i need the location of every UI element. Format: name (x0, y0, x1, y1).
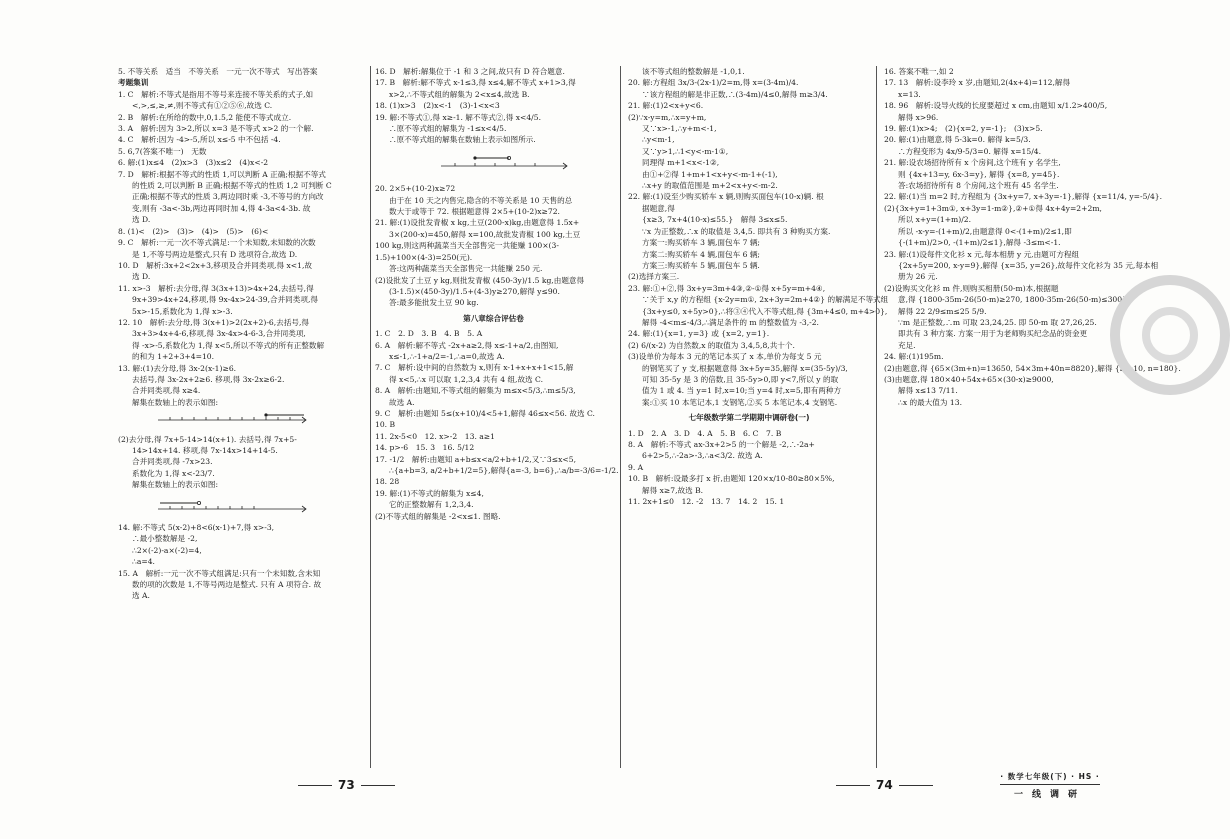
answer-line: 18. (1)x>3 (2)x<-1 (3)-1<x<3 (375, 101, 500, 111)
answer-line: 意,得 {1800-35m-26(50-m)≥270, 1800-35m-26(50-m)≤300}, (898, 295, 1130, 305)
answer-line: (3-1.5)×(450-3y)/1.5+(4-3)y≥270,解得 y≤90. (389, 286, 560, 296)
answer-line: 12. 10 解析:去分母,得 3(x+1)>2(2x+2)-6,去括号,得 (118, 317, 309, 327)
section-title: 第八章综合评估卷 (463, 313, 524, 323)
answer-line: 13. 解:(1)去分母,得 3x-2(x-1)≥6. (118, 363, 237, 373)
answer-line: 解得 x≥7,故选 B. (642, 485, 704, 495)
answer-line: 21. 解:(1)设批发青椒 x kg,土豆(200-x)kg,由题意得 1.5x+ (375, 218, 580, 228)
answer-line: 1. D 2. A 3. D 4. A 5. B 6. C 7. B (628, 428, 782, 438)
number-line-figure-3 (441, 150, 571, 176)
answer-line: {-(1+m)/2>0, -(1+m)/2≤1},解得 -3≤m<-1. (898, 238, 1061, 248)
answer-line: ∴y<m-1, (642, 135, 675, 145)
answer-line: (2)由题意,得 {65×(3m+n)=13650, 54×3m+40n=8820},解得 {m=10, n=180}. (884, 363, 1181, 373)
answer-line: (2)选择方案三. (628, 272, 680, 282)
answer-line: 2. B 解析:在所给的数中,0,1.5,2 能使不等式成立. (118, 112, 292, 122)
answer-line: 解得 -4<m≤-4/3,∴满足条件的 m 的整数值为 -3,-2. (642, 317, 819, 327)
answer-column-2 (375, 66, 619, 522)
answer-line: 则 {4x+13=y, 6x-3=y}, 解得 {x=8, y=45}. (898, 169, 1060, 179)
section-title: 七年级数学第二学期期中调研卷(一) (688, 413, 810, 423)
page-number-right: 74 (830, 778, 939, 792)
answer-line: 10. B (375, 420, 396, 430)
answer-line: 去括号,得 3x-2x+2≥6. 移项,得 3x-2x≥6-2. (132, 374, 285, 384)
answer-column-1 (118, 66, 366, 602)
answer-line: ∴原不等式组的解集在数轴上表示如图所示. (389, 135, 536, 145)
answer-line: 8. A 解析:由题知,不等式组的解集为 m≤x<5/3,∴m≤5/3, (375, 386, 576, 396)
answer-line: ∵m 是正整数,∴m 可取 23,24,25. 即 50-m 取 27,26,25. (898, 317, 1097, 327)
answer-line: 9. C 解析:由题知 5≤(x+10)/4<5+1,解得 46≤x<56. 故选 C. (375, 408, 595, 418)
answer-line: 8. A 解析:不等式 ax-3x+2>5 的一个解是 -2,∴-2a+ (628, 440, 815, 449)
answer-line: 23. 解:(1)设每件文化衫 x 元,每本相册 y 元,由题可方程组 (884, 249, 1080, 259)
answer-line: (2)不等式组的解集是 -2<x≤1. 图略. (375, 511, 501, 521)
answer-column-4 (884, 66, 1181, 408)
answer-line: ∴x 的最大值为 13. (898, 397, 962, 407)
answer-line: 11. x>-3 解析:去分母,得 3(3x+13)>4x+24,去括号,得 (118, 283, 314, 293)
answer-line: 1. C 解析:不等式是指用不等号来连接不等关系的式子,如 (118, 89, 314, 99)
answer-line: 3×(200-x)=450,解得 x=100,故批发青椒 100 kg,土豆 (389, 229, 581, 239)
answer-line: 20. 解:(1)由题意,得 5-3k=0. 解得 k=5/3. (884, 135, 1031, 145)
answer-line: 选 D. (132, 272, 151, 282)
answer-line: 是 1,不等号两边是整式,只有 D 选项符合,故选 D. (132, 249, 298, 259)
column-divider (370, 66, 371, 768)
answer-line: 16. D 解析:解集位于 -1 和 3 之间,故只有 D 符合题意. (375, 67, 565, 76)
seal-watermark (1110, 275, 1230, 395)
footer-brand-name: 一线调研 (1013, 790, 1086, 800)
answer-column-3 (628, 66, 889, 507)
answer-line: 答:最多能批发土豆 90 kg. (389, 298, 479, 308)
answer-line: 21. 解:(1)2<x+y<6. (628, 101, 704, 111)
answer-line: {3x+y≤0, x+5y>0},∴将③④代入不等式组,得 {3m+4≤0, m+4>0}, (642, 306, 888, 316)
answer-line: 3. A 解析:因为 3>2,所以 x=3 是不等式 x>2 的一个解. (118, 124, 314, 134)
answer-line: 14>14x+14. 移项,得 7x-14x>14+14-5. (132, 446, 278, 455)
answer-line: 6+2>5,∴-2a>-3,∴a<3/2. 故选 A. (642, 451, 763, 461)
answer-line: 数大于或等于 72. 根据题意得 2×5+(10-2)x≥72. (389, 207, 560, 217)
answer-line: {x≥3, 7x+4(10-x)≤55.} 解得 3≤x≤5. (642, 215, 788, 225)
answer-line: 6. 解:(1)x≤4 (2)x>3 (3)x≤2 (4)x<-2 (118, 158, 269, 168)
answer-line: 选 A. (132, 591, 150, 601)
answer-line: 得 x<5,∴x 可以取 1,2,3,4 共有 4 组,故选 C. (389, 374, 544, 384)
answer-line: 方案三:购买轿车 5 辆,面包车 5 辆. (642, 260, 760, 270)
answer-line: 变,则有 -3a<-3b,两边再同时加 4,得 4-3a<4-3b. 故 (132, 203, 311, 213)
answer-line: 册为 26 元. (898, 272, 938, 282)
answer-line: 9. A (628, 462, 644, 472)
answer-line: 4. C 解析:因为 -4>-5,所以 x≤-5 中不包括 -4. (118, 135, 281, 145)
answer-line: 所以 x+y=(1+m)/2. (898, 215, 972, 225)
answer-line: 解得 x>96. (898, 112, 939, 122)
answer-line: 方案一:购买轿车 3 辆,面包车 7 辆; (642, 238, 760, 248)
answer-line: 解集在数轴上的表示如图: (132, 480, 219, 490)
answer-line: 19. 解:不等式①,得 x≥-1. 解不等式②,得 x<4/5. (375, 112, 541, 122)
page-number-left: 73 (292, 778, 401, 792)
answer-line: (2){3x+y=1+3m①, x+3y=1-m②},②+①得 4x+4y=2+2m, (884, 203, 1102, 213)
answer-line: <,>,≤,≥,≠,则不等式有①②⑤⑥,故选 C. (132, 101, 273, 111)
answer-line: x≤-1,∴-1+a/2=-1,∴a=0,故选 A. (389, 351, 505, 361)
answer-line: (3)由题意,得 180×40+54x+65×(30-x)≥9000, (884, 374, 1054, 384)
answer-line: ∵关于 x,y 的方程组 {x-2y=m①, 2x+3y=2m+4②} 的解满足不等式组 (642, 295, 889, 305)
answer-line: 得 -x>-5,系数化为 1,得 x<5,所以不等式的所有正整数解 (132, 340, 325, 350)
answer-line: {2x+5y=200, x-y=9},解得 {x=35, y=26},故每件文化衫为 35 元,每本相 (898, 260, 1159, 270)
answer-line: 14. 解:不等式 5(x-2)+8<6(x-1)+7,得 x>-3, (118, 523, 275, 533)
answer-line: 1. C 2. D 3. B 4. B 5. A (375, 329, 483, 339)
answer-line: 由①+②得 1+m+1<x+y<-m-1+(-1), (642, 169, 778, 179)
answer-line: 10. B 解析:设最多打 x 折,由题知 120×x/10-80≥80×5%, (628, 474, 835, 484)
answer-line: 17. 13 解析:设李玲 x 岁,由题知,2(4x+4)=112,解得 (884, 78, 1071, 88)
answer-line: ∴最小整数解是 -2, (132, 534, 198, 544)
answer-line: 解集在数轴上的表示如图: (132, 397, 219, 407)
answer-line: 该不等式组的整数解是 -1,0,1. (642, 67, 745, 76)
number-line-figure-2 (158, 495, 308, 515)
answer-line: 5x>-15,系数化为 1,得 x>-3. (132, 306, 233, 316)
answer-line: 17. -1/2 解析:由题知 a+b≤x<a/2+b+1/2,又∵3≤x<5, (375, 454, 576, 464)
answer-line: 10. D 解析:3x+2<2x+3,移项及合并同类项,得 x<1,故 (118, 260, 312, 270)
answer-line: 正确;根据不等式的性质 3,两边同时乘 -3,不等号的方向改 (132, 192, 324, 202)
answer-line: 20. 解:方程组 3x/3-(2x-1)/2=m,得 x=(3-4m)/4. (628, 78, 799, 88)
answer-line: 24. 解:(1){x=1, y=3} 或 {x=2, y=1}. (628, 329, 770, 339)
answer-line: 7. D 解析:根据不等式的性质 1,可以判断 A 正确;根据不等式 (118, 169, 326, 179)
answer-line: 14. p>-6 15. 3 16. 5/12 (375, 443, 475, 453)
answer-line: 18. 28 (375, 477, 400, 487)
answer-line: 18. 96 解析:设导火线的长度要超过 x cm,由题知 x/1.2>400/5, (884, 101, 1108, 111)
answer-line: 据题意,得 (642, 203, 675, 213)
answer-line: 9. C 解析:一元一次不等式满足:一个未知数,未知数的次数 (118, 238, 316, 248)
answer-line: 100 kg,则这两种蔬菜当天全部售完一共能赚 100×(3- (375, 241, 559, 251)
answer-line: 7. C 解析:设中间的自然数为 x,则有 x-1+x+x+1<15,解 (375, 363, 574, 373)
answer-line: 20. 2×5+(10-2)x≥72 (375, 184, 456, 194)
answer-line: ∴原不等式组的解集为 -1≤x<4/5. (389, 124, 507, 134)
answer-line: 22. 解:(1)当 m=2 时,方程组为 {3x+y=7, x+3y=-1},解得 {x=11/4, y=-5/4}. (884, 192, 1163, 202)
answer-line: 15. A 解析:一元一次不等式组满足:只有一个未知数,含未知 (118, 568, 321, 578)
answer-line: 16. 答案不唯一,如 2 (884, 67, 954, 76)
answer-line: 21. 解:设农场招待所有 x 个房间,这个班有 y 名学生, (884, 158, 1061, 168)
answer-line: 的性质 2,可以判断 B 正确;根据不等式的性质 1,2 可判断 C (132, 181, 332, 191)
answer-line: ∵x 为正整数,∴x 的取值是 3,4,5. 即共有 3 种购买方案. (642, 226, 831, 236)
answer-line: 方案二:购买轿车 4 辆,面包车 6 辆; (642, 249, 760, 259)
answer-line: (2)去分母,得 7x+5-14>14(x+1). 去括号,得 7x+5- (118, 434, 297, 444)
answer-line: x=13. (898, 89, 921, 99)
answer-line: ∴a=4. (132, 557, 155, 567)
answer-line: 19. 解:(1)x>4; (2){x=2, y=-1}; (3)x>5. (884, 124, 1043, 134)
answer-line: 11. 2x-5<0 12. x>-2 13. a≥1 (375, 431, 495, 441)
answer-line: ∵该方程组的解是非正数,∴(3-4m)/4≤0,解得 m≥3/4. (642, 89, 828, 99)
column-divider (620, 66, 621, 768)
answer-line: x>2,∴不等式组的解集为 2<x≤4,故选 B. (389, 89, 530, 99)
answer-line: 1.5)+100×(4-3)=250(元). (375, 252, 473, 262)
answer-line: 故选 A. (389, 397, 415, 407)
answer-line: 它的正整数解有 1,2,3,4. (389, 500, 474, 510)
answer-line: 即共有 3 种方案. 方案一用于为老师购买纪念品的资金更 (898, 329, 1088, 339)
answer-line: 答:农场招待所有 8 个房间,这个班有 45 名学生. (898, 181, 1059, 191)
answer-line: ∴x+y 的取值范围是 m+2<x+y<-m-2. (642, 181, 778, 191)
answer-line: 所以 -x-y=-(1+m)/2,由题意得 0<-(1+m)/2≤1,即 (898, 226, 1072, 236)
answer-line: 19. 解:(1)不等式的解集为 x≤4, (375, 488, 484, 498)
answer-line: 又∵x>-1,∴y+m<-1, (642, 124, 717, 134)
answer-line: 17. B 解析:解不等式 x-1≤3,得 x≤4,解不等式 x+1>3,得 (375, 78, 576, 88)
answer-line: 充足. (898, 340, 916, 350)
answer-line: 6. A 解析:解不等式 -2x+a≥2,得 x≤-1+a/2,由图知, (375, 340, 559, 350)
answer-line: 的和为 1+2+3+4=10. (132, 352, 215, 362)
answer-line: 5. 6,7(答案不唯一) 无数 (118, 146, 207, 156)
column-divider (876, 66, 877, 768)
answer-line: 24. 解:(1)195m. (884, 352, 944, 362)
answer-line: 又∵y>1,∴1<y<-m-1①, (642, 146, 729, 156)
answer-line: (2) 6/(x-2) 为自然数,x 的取值为 3,4,5,8,共十个. (628, 340, 795, 350)
answer-line: 选 D. (132, 215, 151, 225)
answer-line: 22. 解:(1)设至少购买轿车 x 辆,则购买面包车(10-x)辆. 根 (628, 192, 824, 202)
answer-line: (2)设批发了土豆 y kg,则批发青椒 (450-3y)/1.5 kg,由题意得 (375, 275, 585, 285)
answer-line: 9x+39>4x+24,移项,得 9x-4x>24-39,合并同类项,得 (132, 295, 318, 305)
answer-line: 3x+3>4x+4-6,移项,得 3x-4x>4-6-3,合并同类项, (132, 329, 306, 339)
answer-line: (3)设单价为每本 3 元的笔记本买了 x 本,单价为每支 5 元 (628, 352, 822, 362)
footer-subject: · 数学七年级(下) · HS · (1000, 771, 1100, 785)
answer-line: 11. 2x+1≤0 12. -2 13. 7 14. 2 15. 1 (628, 497, 785, 507)
answer-line: 8. (1)< (2)> (3)> (4)> (5)> (6)< (118, 226, 269, 236)
answer-line: 可知 35-5y 是 3 的倍数,且 35-5y>0,即 y<7,所以 y 的取 (642, 374, 839, 384)
answer-line: 考题集训 (118, 78, 149, 88)
answer-line: 由于在 10 天之内售完,隐含的不等关系是 10 天售的总 (389, 195, 573, 205)
answer-line: (2)设购买文化衫 m 件,则购买相册(50-m)本,根据题 (884, 283, 1059, 293)
number-line-figure-1 (158, 412, 308, 426)
answer-line: 同理得 m+1<x<-1②, (642, 158, 720, 168)
answer-line: 解得 x≤13 7/11. (898, 386, 958, 396)
answer-line: 系数化为 1,得 x<-23/7. (132, 468, 215, 478)
answer-line: ∴2×(-2)-a×(-2)=4, (132, 545, 202, 555)
answer-line: 的钢笔买了 y 支,根据题意得 3x+5y=35,解得 x=(35-5y)/3, (642, 363, 848, 373)
answer-line: 数的项的次数是 1,不等号两边是整式. 只有 A 项符合. 故 (132, 580, 322, 590)
answer-line: 解得 22 2/9≤m≤25 5/9. (898, 306, 987, 316)
answer-line: 案:①买 10 本笔记本,1 支钢笔,②买 5 本笔记本,4 支钢笔. (642, 397, 838, 407)
answer-line: 23. 解:①+②,得 3x+y=3m+4③,②-①得 x+5y=m+4④, (628, 283, 826, 293)
answer-line: ∴方程变形为 4x/9-5/3=0. 解得 x=15/4. (898, 146, 1042, 156)
answer-line: 答:这两种蔬菜当天全部售完一共能赚 250 元. (389, 264, 543, 274)
footer-brand (1000, 771, 1100, 800)
answer-line: (2)∵x-y=m,∴x=y+m, (628, 112, 707, 122)
answer-line: 5. 不等关系 适当 不等关系 一元一次不等式 写出答案 (118, 67, 318, 76)
answer-line: 值为 1 或 4. 当 y=1 时,x=10;当 y=4 时,x=5,即有两种方 (642, 386, 842, 396)
answer-line: ∴{a+b=3, a/2+b+1/2=5},解得{a=-3, b=6},∴a/b=-3/6=-1/2. (389, 466, 619, 475)
answer-line: 合并同类项,得 x≥4. (132, 386, 201, 396)
answer-line: 合并同类项,得 -7x>23. (132, 457, 213, 467)
